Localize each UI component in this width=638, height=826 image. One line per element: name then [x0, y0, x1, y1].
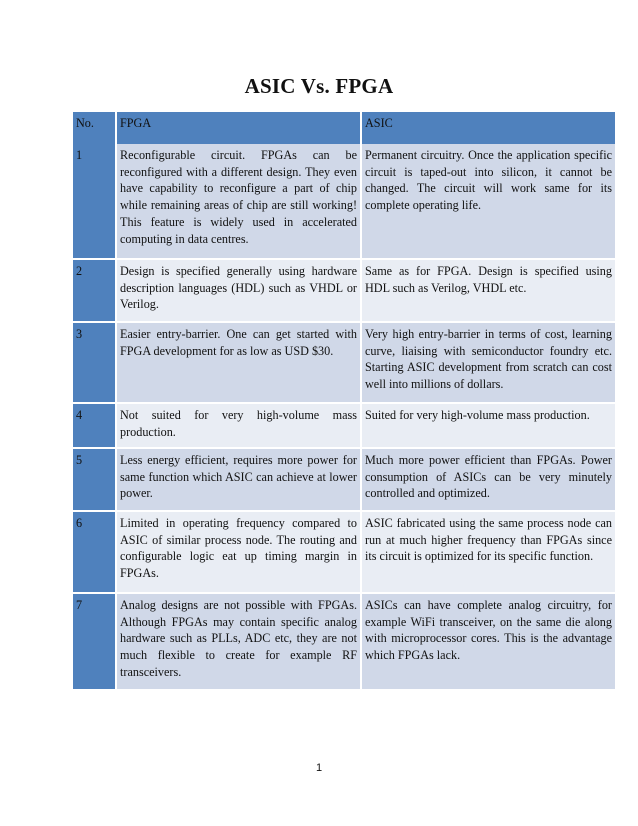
row-number: 5	[73, 448, 116, 511]
table-header-row	[73, 112, 616, 144]
row-number: 4	[73, 403, 116, 448]
page-number: 1	[315, 762, 323, 774]
row-number: 2	[73, 259, 116, 322]
row-number: 3	[73, 322, 116, 403]
table-row	[73, 593, 616, 690]
comparison-table	[73, 112, 617, 691]
asic-cell: Suited for very high-volume mass production.	[361, 403, 616, 448]
asic-cell: ASICs can have complete analog circuitry, for example WiFi transceiver, on the same die along with microprocessor cores. This is the advantage which FPGAs lack.	[361, 593, 616, 690]
table-row	[73, 322, 616, 403]
fpga-cell: Easier entry-barrier. One can get started with FPGA development for as low as USD $30.	[116, 322, 361, 403]
table-row	[73, 511, 616, 593]
header-fpga: FPGA	[116, 112, 361, 144]
fpga-cell: Less energy efficient, requires more power for same function which ASIC can achieve at lower power.	[116, 448, 361, 511]
header-asic: ASIC	[361, 112, 616, 144]
asic-cell: ASIC fabricated using the same process node can run at much higher frequency than FPGAs since its circuit is optimized for its specific function.	[361, 511, 616, 593]
row-number: 7	[73, 593, 116, 690]
fpga-cell: Design is specified generally using hardware description languages (HDL) such as VHDL or Verilog.	[116, 259, 361, 322]
fpga-cell: Analog designs are not possible with FPGAs. Although FPGAs may contain specific analog hardware such as PLLs, ADC etc, they are not much flexible to create for example RF transceivers.	[116, 593, 361, 690]
asic-cell: Very high entry-barrier in terms of cost, learning curve, liaising with semiconductor foundry etc. Starting ASIC development from scratch can cost well into millions of dollars.	[361, 322, 616, 403]
page-title: ASIC Vs. FPGA	[244, 74, 394, 98]
fpga-cell: Limited in operating frequency compared to ASIC of similar process node. The routing and configurable logic eat up timing margin in FPGAs.	[116, 511, 361, 593]
row-number: 6	[73, 511, 116, 593]
fpga-cell: Reconfigurable circuit. FPGAs can be reconfigured with a different design. They even have capability to reconfigure a part of chip while remaining areas of chip are still working! This feature is widely used in accelerated computing in data centres.	[116, 144, 361, 259]
header-no: No.	[73, 112, 116, 144]
asic-cell: Same as for FPGA. Design is specified using HDL such as Verilog, VHDL etc.	[361, 259, 616, 322]
table-row	[73, 259, 616, 322]
table-row	[73, 403, 616, 448]
asic-cell: Permanent circuitry. Once the application specific circuit is taped-out into silicon, it cannot be changed. The circuit will work same for its complete operating life.	[361, 144, 616, 259]
table-row	[73, 448, 616, 511]
fpga-cell: Not suited for very high-volume mass production.	[116, 403, 361, 448]
row-number: 1	[73, 144, 116, 259]
asic-cell: Much more power efficient than FPGAs. Power consumption of ASICs can be very minutely controlled and optimized.	[361, 448, 616, 511]
table-row	[73, 144, 616, 259]
